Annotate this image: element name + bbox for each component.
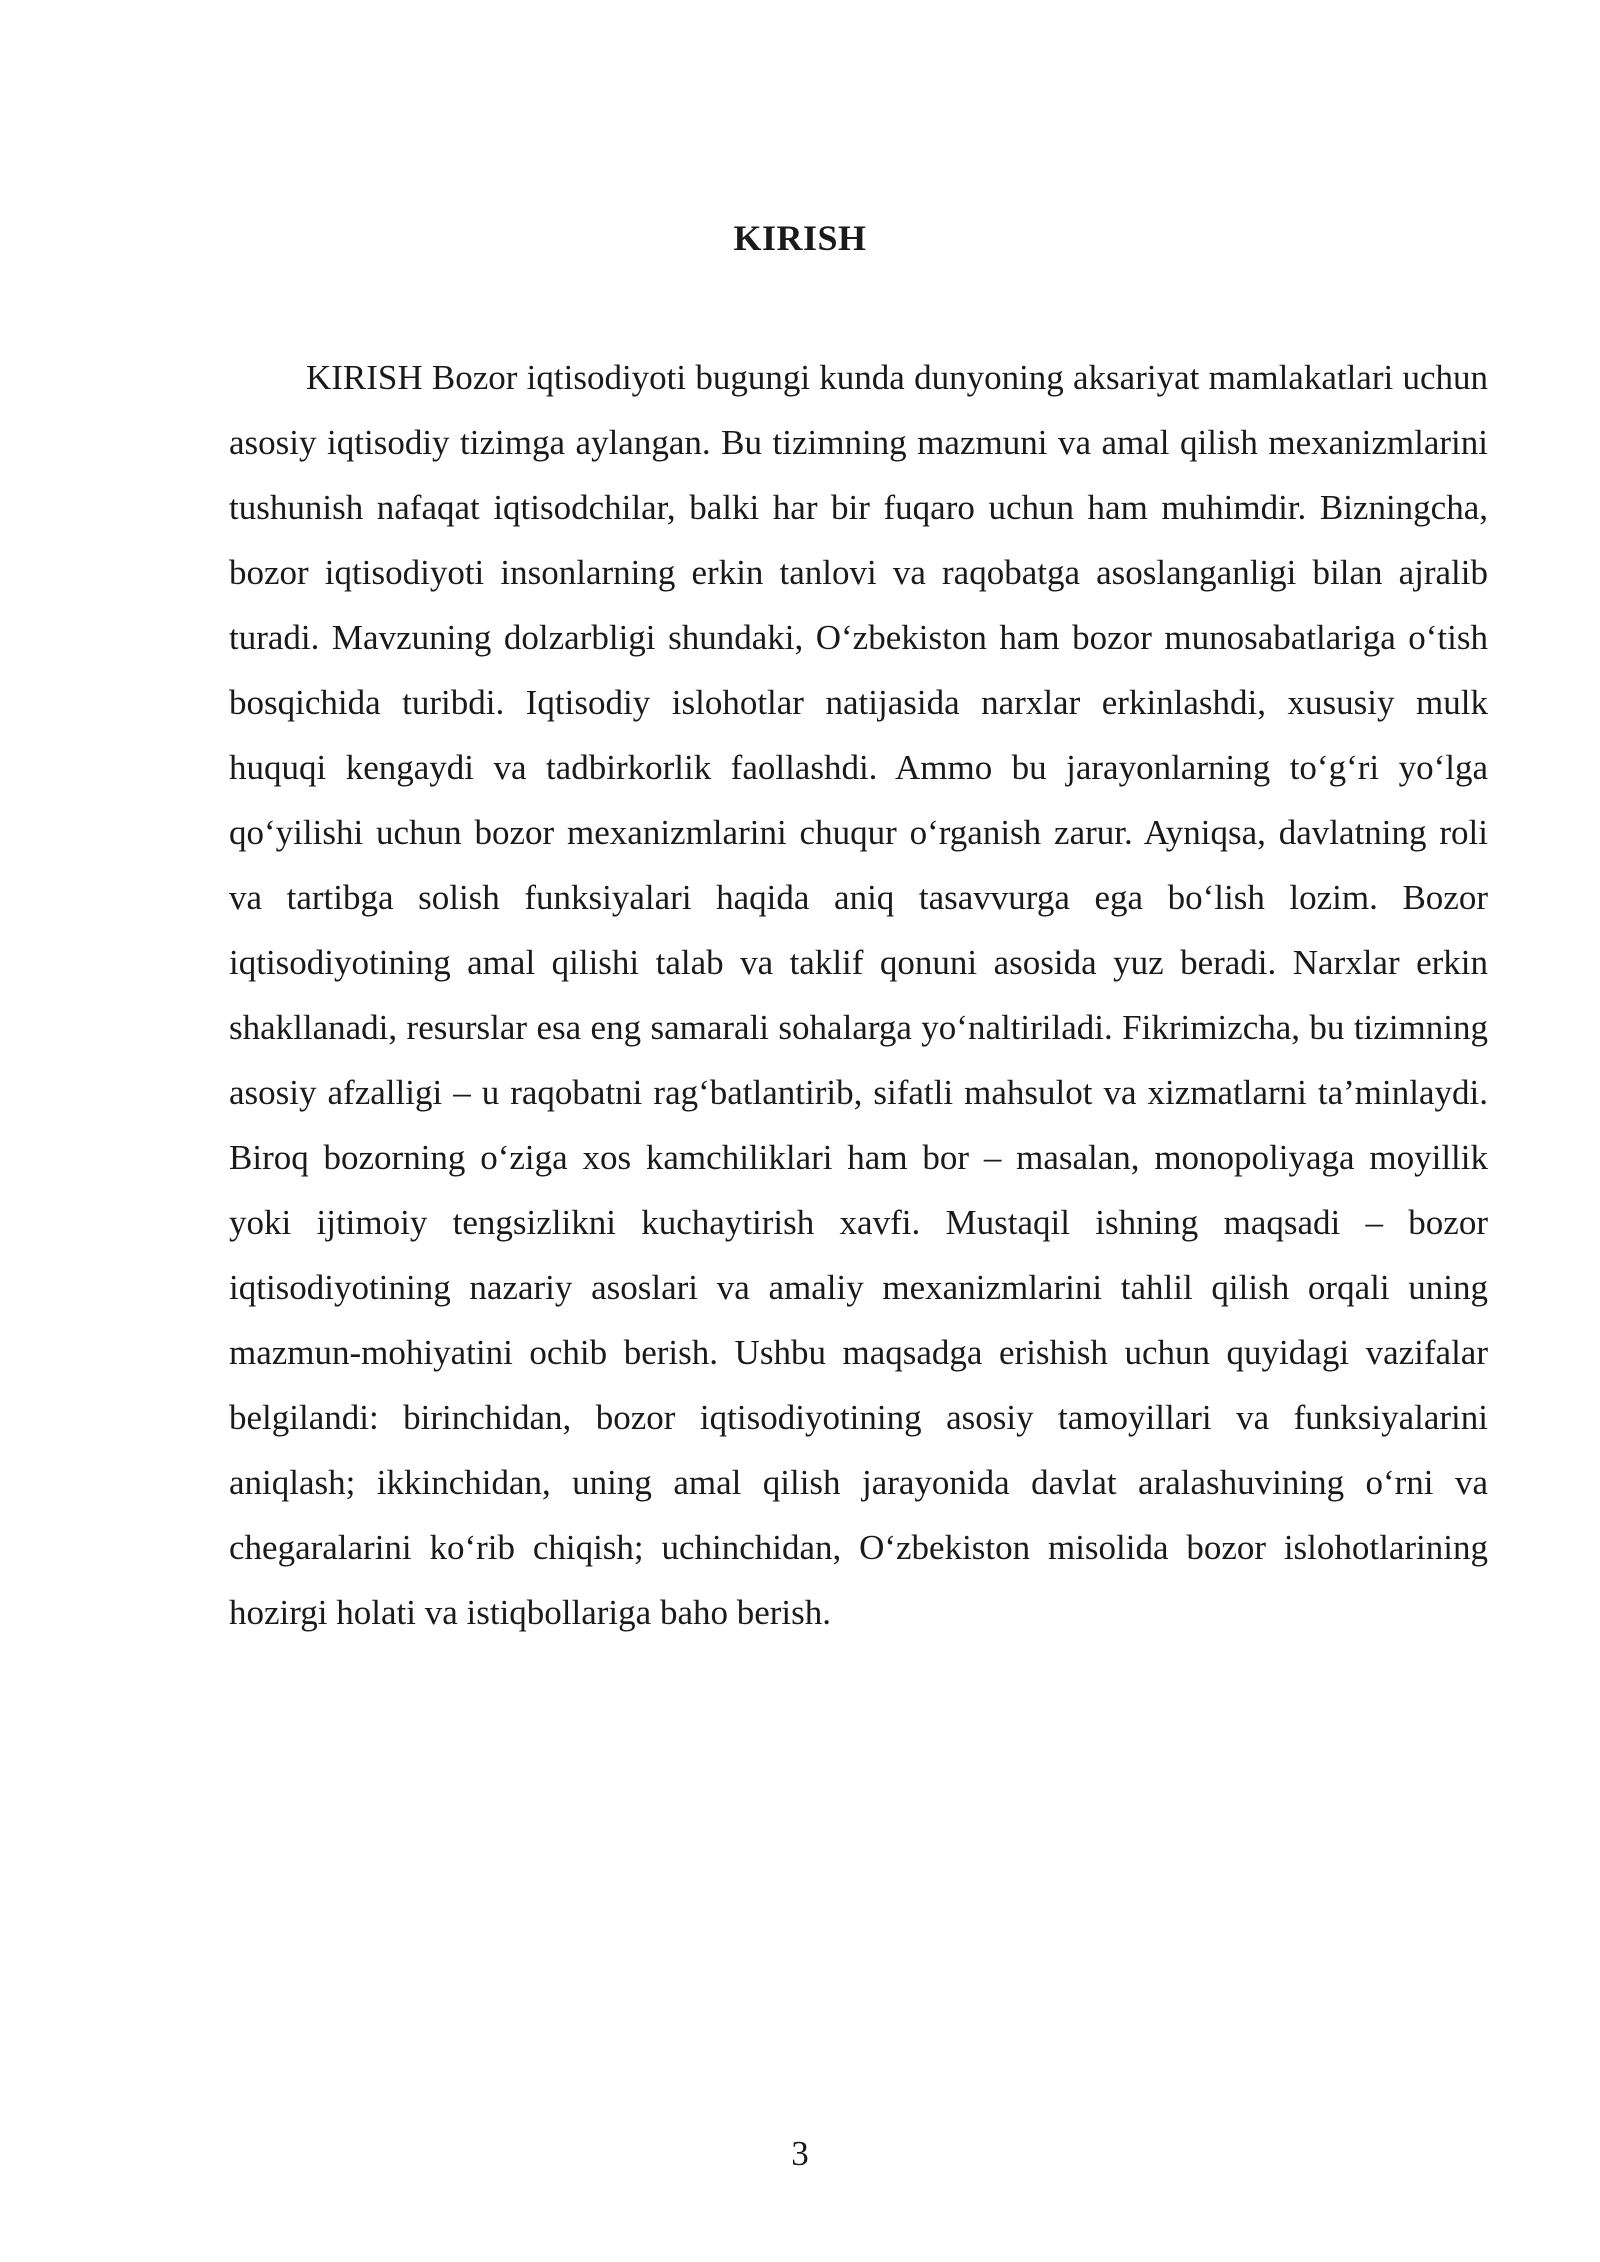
page-number: 3 (791, 2134, 809, 2173)
section-heading: KIRISH (733, 218, 867, 258)
body-paragraph: KIRISH Bozor iqtisodiyoti bugungi kunda dunyoning aksariyat mamlakatlari uchun asosiy iqtisodiy tizimga aylangan. Bu tizimning mazmuni va amal qilish mexanizmlarini tushunish nafaqat iqtisodchilar, balki har bir fuqaro uchun ham muhimdir. Bizningcha, bozor iqtisodiyoti insonlarning erkin tanlovi va raqobatga asoslanganligi bilan ajralib turadi. Mavzuning dolzarbligi shundaki, O‘zbekiston ham bozor munosabatlariga o‘tish bosqichida turibdi. Iqtisodiy islohotlar natijasida narxlar erkinlashdi, xususiy mulk huquqi kengaydi va tadbirkorlik faollashdi. Ammo bu jarayonlarning to‘g‘ri yo‘lga qo‘yilishi uchun bozor mexanizmlarini chuqur o‘rganish zarur. Ayniqsa, davlatning roli va tartibga solish funksiyalari haqida aniq tasavvurga ega bo‘lish lozim. Bozor iqtisodiyotining amal qilishi talab va taklif qonuni asosida yuz beradi. Narxlar erkin shakllanadi, resurslar esa eng samarali sohalarga yo‘naltiriladi. Fikrimizcha, bu tizimning asosiy afzalligi – u raqobatni rag‘batlantirib, sifatli mahsulot va xizmatlarni ta’minlaydi. Biroq bozorning o‘ziga xos kamchiliklari ham bor – masalan, monopoliyaga moyillik yoki ijtimoiy tengsizlikni kuchaytirish xavfi. Mustaqil ishning maqsadi – bozor iqtisodiyotining nazariy asoslari va amaliy mexanizmlarini tahlil qilish orqali uning mazmun-mohiyatini ochib berish. Ushbu maqsadga erishish uchun quyidagi vazifalar belgilandi: birinchidan, bozor iqtisodiyotining asosiy tamoyillari va funksiyalarini aniqlash; ikkinchidan, uning amal qilish jarayonida davlat aralashuvining o‘rni va chegaralarini ko‘rib chiqish; uchinchidan, O‘zbekiston misolida bozor islohotlarining hozirgi holati va istiqbollariga baho berish. (229, 358, 1488, 1632)
